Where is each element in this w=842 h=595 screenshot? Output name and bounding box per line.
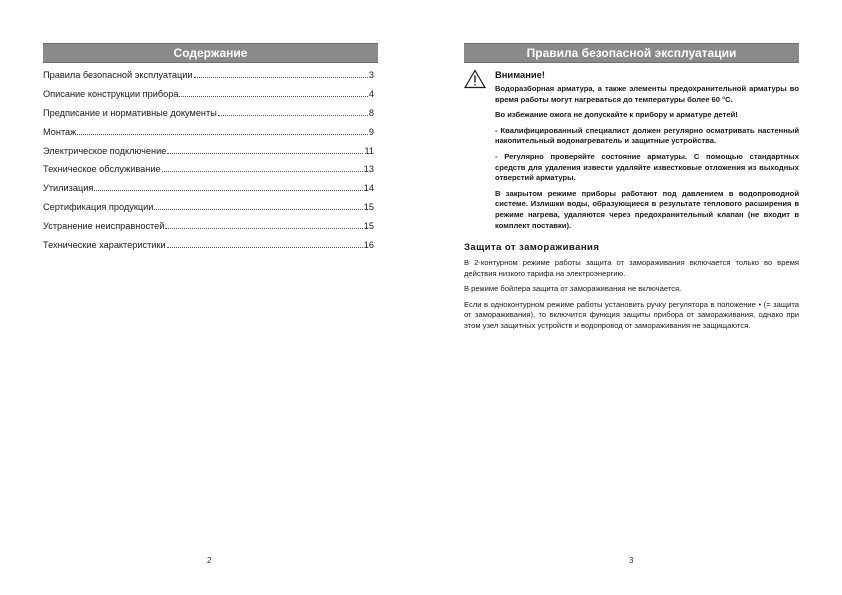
warning-title: Внимание! xyxy=(495,69,545,80)
warning-paragraph: Во избежание ожога не допускайте к прибору и арматуре детей! xyxy=(495,110,738,120)
toc-dot-leader xyxy=(167,239,363,248)
toc-item-label: Сертификация продукции xyxy=(43,202,154,213)
warning-triangle-icon xyxy=(464,69,486,89)
toc-item-label: Технические характеристики xyxy=(43,240,166,251)
page-number: 3 xyxy=(629,556,634,565)
toc-item[interactable] xyxy=(43,201,374,220)
toc-item-page: 3 xyxy=(368,70,374,80)
warning-paragraph: В закрытом режиме приборы работают под давлением в водопроводной системе. Излишки воды, образующиеся в результате теплового расширения в режиме нагрева, удаляются через предохранительный клапан (не входит в комплект поставки). xyxy=(495,188,799,230)
right-page xyxy=(421,0,842,595)
toc-dot-leader xyxy=(179,88,367,97)
toc-item-page: 9 xyxy=(368,126,374,137)
toc-item-label: Правила безопасной эксплуатации xyxy=(43,70,193,80)
table-of-contents xyxy=(43,69,374,258)
toc-dot-leader xyxy=(165,220,362,229)
toc-dot-leader xyxy=(77,126,368,135)
toc-item[interactable] xyxy=(43,145,374,164)
toc-item-page: 15 xyxy=(363,202,374,213)
toc-item-page: 14 xyxy=(363,183,374,194)
toc-item-label: Утилизация xyxy=(43,183,94,194)
body-paragraph: В 2-контурном режиме работы защита от замораживания включается только во время действия низкого тарифа на электроэнергию. xyxy=(464,258,799,278)
contents-header: Содержание xyxy=(43,43,378,63)
toc-item[interactable] xyxy=(43,163,374,182)
toc-item[interactable] xyxy=(43,239,374,258)
toc-item-page: 15 xyxy=(363,221,374,232)
frost-protection-section xyxy=(464,242,799,337)
warning-paragraph: Водоразборная арматура, а также элементы предохранительной арматуры во время работы могут нагреваться до температуры более 60 °С. xyxy=(495,84,799,104)
toc-item[interactable] xyxy=(43,88,374,107)
toc-item-page: 16 xyxy=(363,240,374,251)
warning-paragraph: - Квалифицированный специалист должен регулярно осматривать настенный накопительный водонагреватель и защитные устройства. xyxy=(495,125,799,146)
toc-item[interactable] xyxy=(43,126,374,145)
toc-dot-leader xyxy=(194,69,368,78)
toc-item[interactable] xyxy=(43,182,374,201)
warning-paragraph: - Регулярно проверяйте состояние арматуры. С помощью стандартных средств для удаления извести удаляйте известковые отложения из выходных отверстий арматуры. xyxy=(495,151,799,183)
toc-dot-leader xyxy=(154,201,362,210)
toc-dot-leader xyxy=(94,182,362,191)
toc-item[interactable] xyxy=(43,69,374,88)
toc-item-label: Монтаж xyxy=(43,126,77,137)
safety-header: Правила безопасной эксплуатации xyxy=(464,43,799,63)
toc-dot-leader xyxy=(218,107,368,116)
section-title: Защита от замораживания xyxy=(464,242,600,253)
toc-item[interactable] xyxy=(43,107,374,126)
toc-item-page: 11 xyxy=(364,145,374,156)
toc-item-page: 13 xyxy=(363,164,374,175)
page-number: 2 xyxy=(207,556,212,565)
toc-item[interactable] xyxy=(43,220,374,239)
toc-dot-leader xyxy=(167,145,363,154)
toc-item-page: 8 xyxy=(368,107,374,118)
toc-item-label: Описание конструкции прибора xyxy=(43,88,179,99)
body-paragraph: Если в одноконтурном режиме работы установить ручку регулятора в положение • (= защита от замораживания), то включится функция защиты прибора от замораживания, однако при этом узел защитных устройств и водопровод от замораживания не защищаются. xyxy=(464,299,799,330)
toc-item-label: Устранение неисправностей xyxy=(43,221,165,232)
body-paragraph: В режиме бойлера защита от замораживания не включается. xyxy=(464,284,682,294)
toc-item-page: 4 xyxy=(368,88,374,99)
warning-block xyxy=(464,69,799,236)
toc-item-label: Техническое обслуживание xyxy=(43,164,161,175)
toc-item-label: Предписание и нормативные документы xyxy=(43,107,217,118)
toc-dot-leader xyxy=(162,163,363,172)
toc-item-label: Электрическое подключение xyxy=(43,145,167,156)
